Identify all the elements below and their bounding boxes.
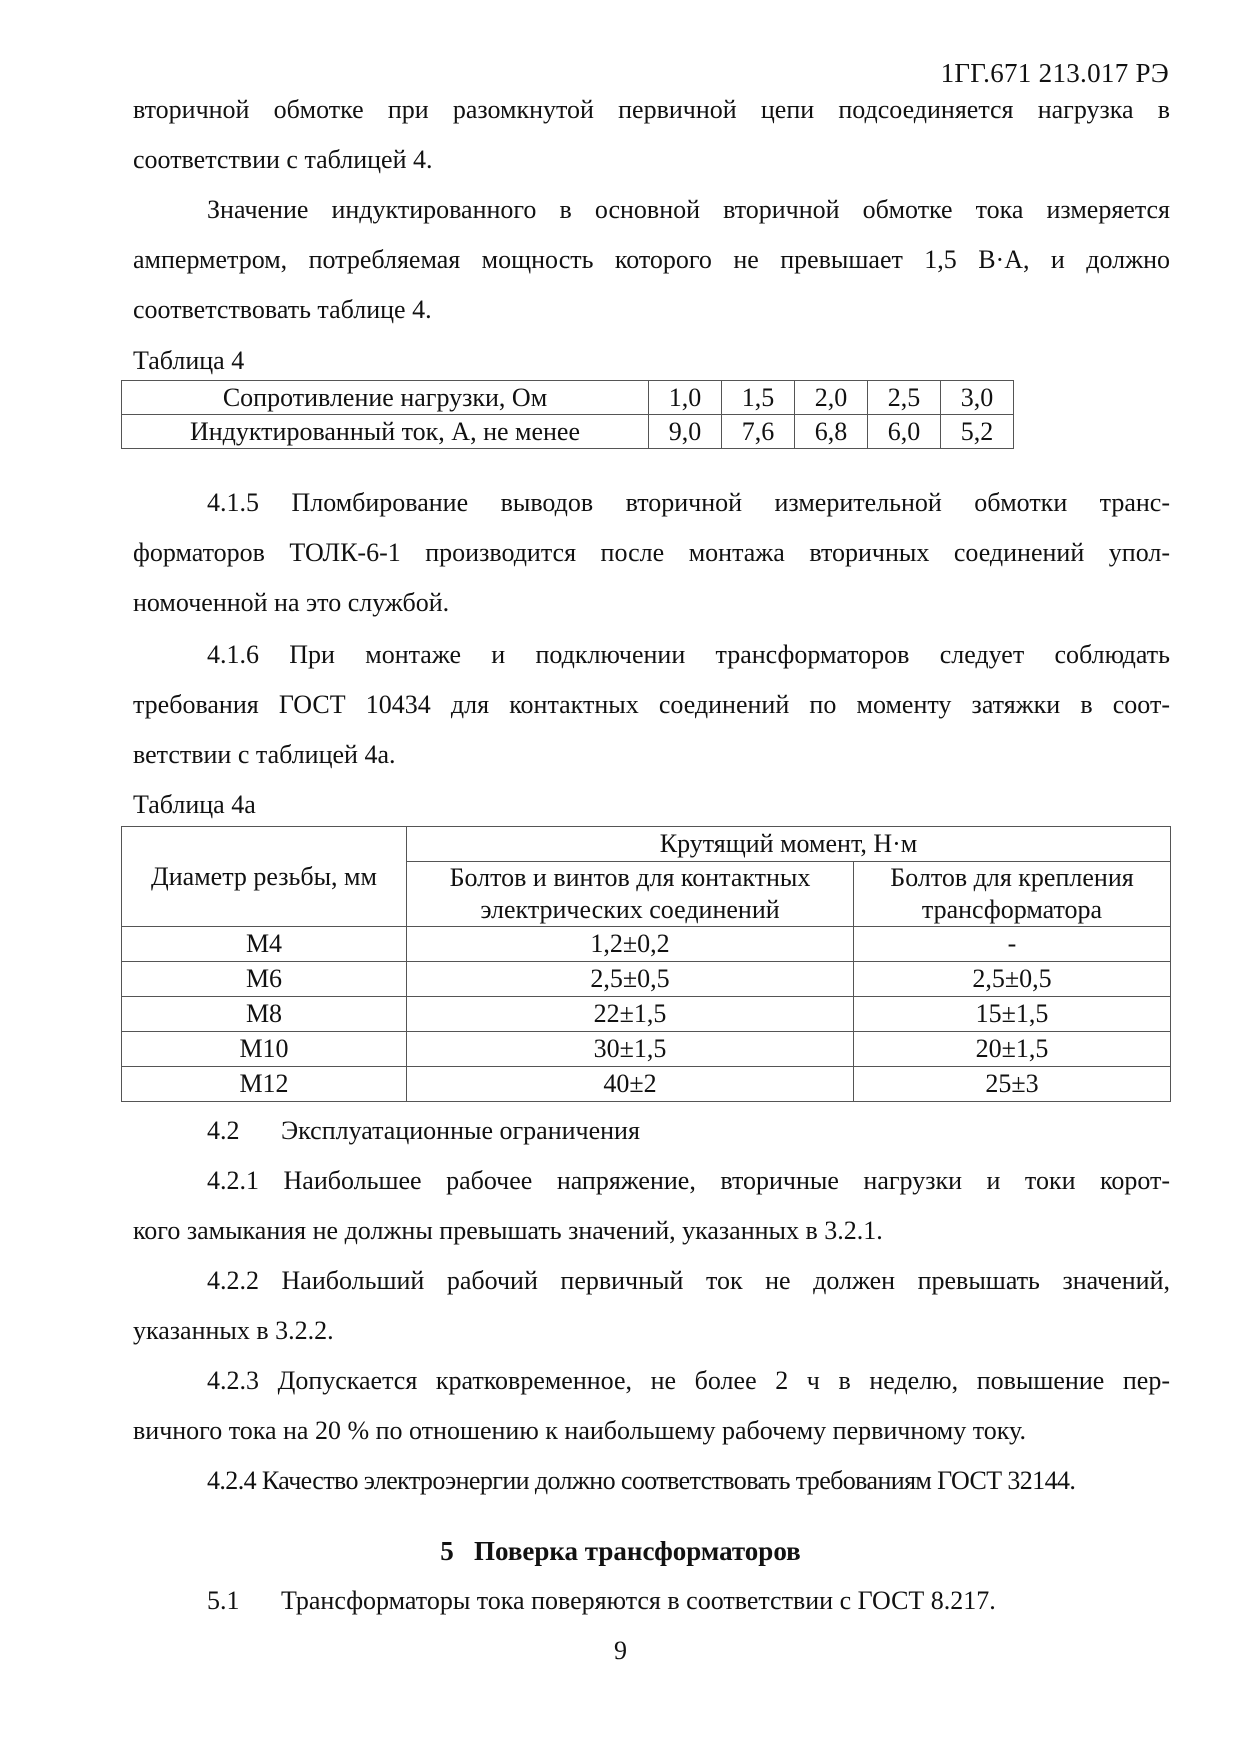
table-cell: 2,5 [868, 381, 941, 415]
paragraph-line: требования ГОСТ 10434 для контактных соединений по моменту затяжки в соот- [133, 690, 1170, 719]
paragraph-line: 4.2.1 Наибольшее рабочее напряжение, вторичные нагрузки и токи корот- [207, 1166, 1170, 1195]
table-header-cell [407, 862, 854, 927]
table-cell: 9,0 [649, 415, 722, 449]
table4-caption: Таблица 4 [133, 346, 245, 375]
paragraph-line: соответствовать таблице 4. [133, 295, 432, 324]
paragraph-line: кого замыкания не должны превышать значений, указанных в 3.2.1. [133, 1216, 883, 1245]
page-number: 9 [614, 1636, 627, 1665]
table-row [122, 997, 1171, 1032]
table-cell: М6 [122, 962, 407, 997]
table-cell: 15±1,5 [854, 997, 1171, 1032]
table-header-row [122, 827, 1171, 862]
paragraph-line: Трансформаторы тока поверяются в соответствии с ГОСТ 8.217. [281, 1586, 996, 1615]
table-cell: 6,0 [868, 415, 941, 449]
table-header-cell: Диаметр резьбы, мм [122, 827, 407, 927]
paragraph-line: номоченной на это службой. [133, 588, 450, 617]
table-cell: 40±2 [407, 1067, 854, 1102]
table-header-cell [854, 862, 1171, 927]
paragraph-line: вторичной обмотке при разомкнутой первичной цепи подсоединяется нагрузка в [133, 95, 1170, 124]
section-title: Эксплуатационные ограничения [281, 1116, 640, 1145]
paragraph-line: соответствии с таблицей 4. [133, 145, 433, 174]
table-cell: 30±1,5 [407, 1032, 854, 1067]
table-cell: 1,0 [649, 381, 722, 415]
table-cell: 2,5±0,5 [854, 962, 1171, 997]
header-text: трансформатора [921, 895, 1103, 924]
table-cell: М12 [122, 1067, 407, 1102]
table-cell: Сопротивление нагрузки, Ом [122, 381, 649, 415]
paragraph-line: вичного тока на 20 % по отношению к наибольшему рабочему первичному току. [133, 1416, 1026, 1445]
table-4 [121, 380, 1014, 449]
table4a-caption: Таблица 4а [133, 790, 256, 819]
table-cell: М8 [122, 997, 407, 1032]
paragraph-line: 4.1.6 При монтаже и подключении трансформаторов следует соблюдать [207, 640, 1170, 669]
table-cell: - [854, 927, 1171, 962]
table-cell: 22±1,5 [407, 997, 854, 1032]
table-cell: 2,5±0,5 [407, 962, 854, 997]
paragraph-line: ветствии с таблицей 4а. [133, 740, 396, 769]
table-cell: 3,0 [941, 381, 1014, 415]
table-4a [121, 826, 1171, 1102]
table-cell: М4 [122, 927, 407, 962]
paragraph-line: амперметром, потребляемая мощность которого не превышает 1,5 В·А, и должно [133, 245, 1170, 274]
paragraph-line: 4.2.3 Допускается кратковременное, не более 2 ч в неделю, повышение пер- [207, 1366, 1170, 1395]
table-cell: 25±3 [854, 1067, 1171, 1102]
paragraph-line: форматоров ТОЛК-6-1 производится после монтажа вторичных соединений упол- [133, 538, 1170, 567]
paragraph-line: 4.1.5 Пломбирование выводов вторичной измерительной обмотки транс- [207, 488, 1170, 517]
table-row [122, 415, 1014, 449]
table-header-cell: Крутящий момент, Н·м [407, 827, 1171, 862]
paragraph-line: Значение индуктированного в основной вторичной обмотке тока измеряется [207, 195, 1170, 224]
table-cell: 5,2 [941, 415, 1014, 449]
table-row [122, 962, 1171, 997]
paragraph-number: 5.1 [207, 1586, 240, 1615]
table-cell: М10 [122, 1032, 407, 1067]
header-text: Болтов и винтов для контактных [449, 863, 811, 892]
table-cell: 6,8 [795, 415, 868, 449]
section-number: 4.2 [207, 1116, 240, 1145]
document-code: 1ГГ.671 213.017 РЭ [940, 58, 1169, 88]
table-cell: 1,2±0,2 [407, 927, 854, 962]
section-heading: 5 Поверка трансформаторов [440, 1536, 801, 1566]
table-row [122, 927, 1171, 962]
table-row [122, 1032, 1171, 1067]
paragraph-line: 4.2.2 Наибольший рабочий первичный ток не должен превышать значений, [207, 1266, 1170, 1295]
table-cell: 20±1,5 [854, 1032, 1171, 1067]
header-text: Болтов для крепления [890, 863, 1134, 892]
paragraph-line: 4.2.4 Качество электроэнергии должно соответствовать требованиям ГОСТ 32144. [207, 1466, 1076, 1495]
table-cell: Индуктированный ток, А, не менее [122, 415, 649, 449]
paragraph-line: указанных в 3.2.2. [133, 1316, 334, 1345]
table-cell: 7,6 [722, 415, 795, 449]
table-cell: 1,5 [722, 381, 795, 415]
header-text: электрических соединений [480, 895, 780, 924]
table-cell: 2,0 [795, 381, 868, 415]
table-row [122, 1067, 1171, 1102]
table-row [122, 381, 1014, 415]
